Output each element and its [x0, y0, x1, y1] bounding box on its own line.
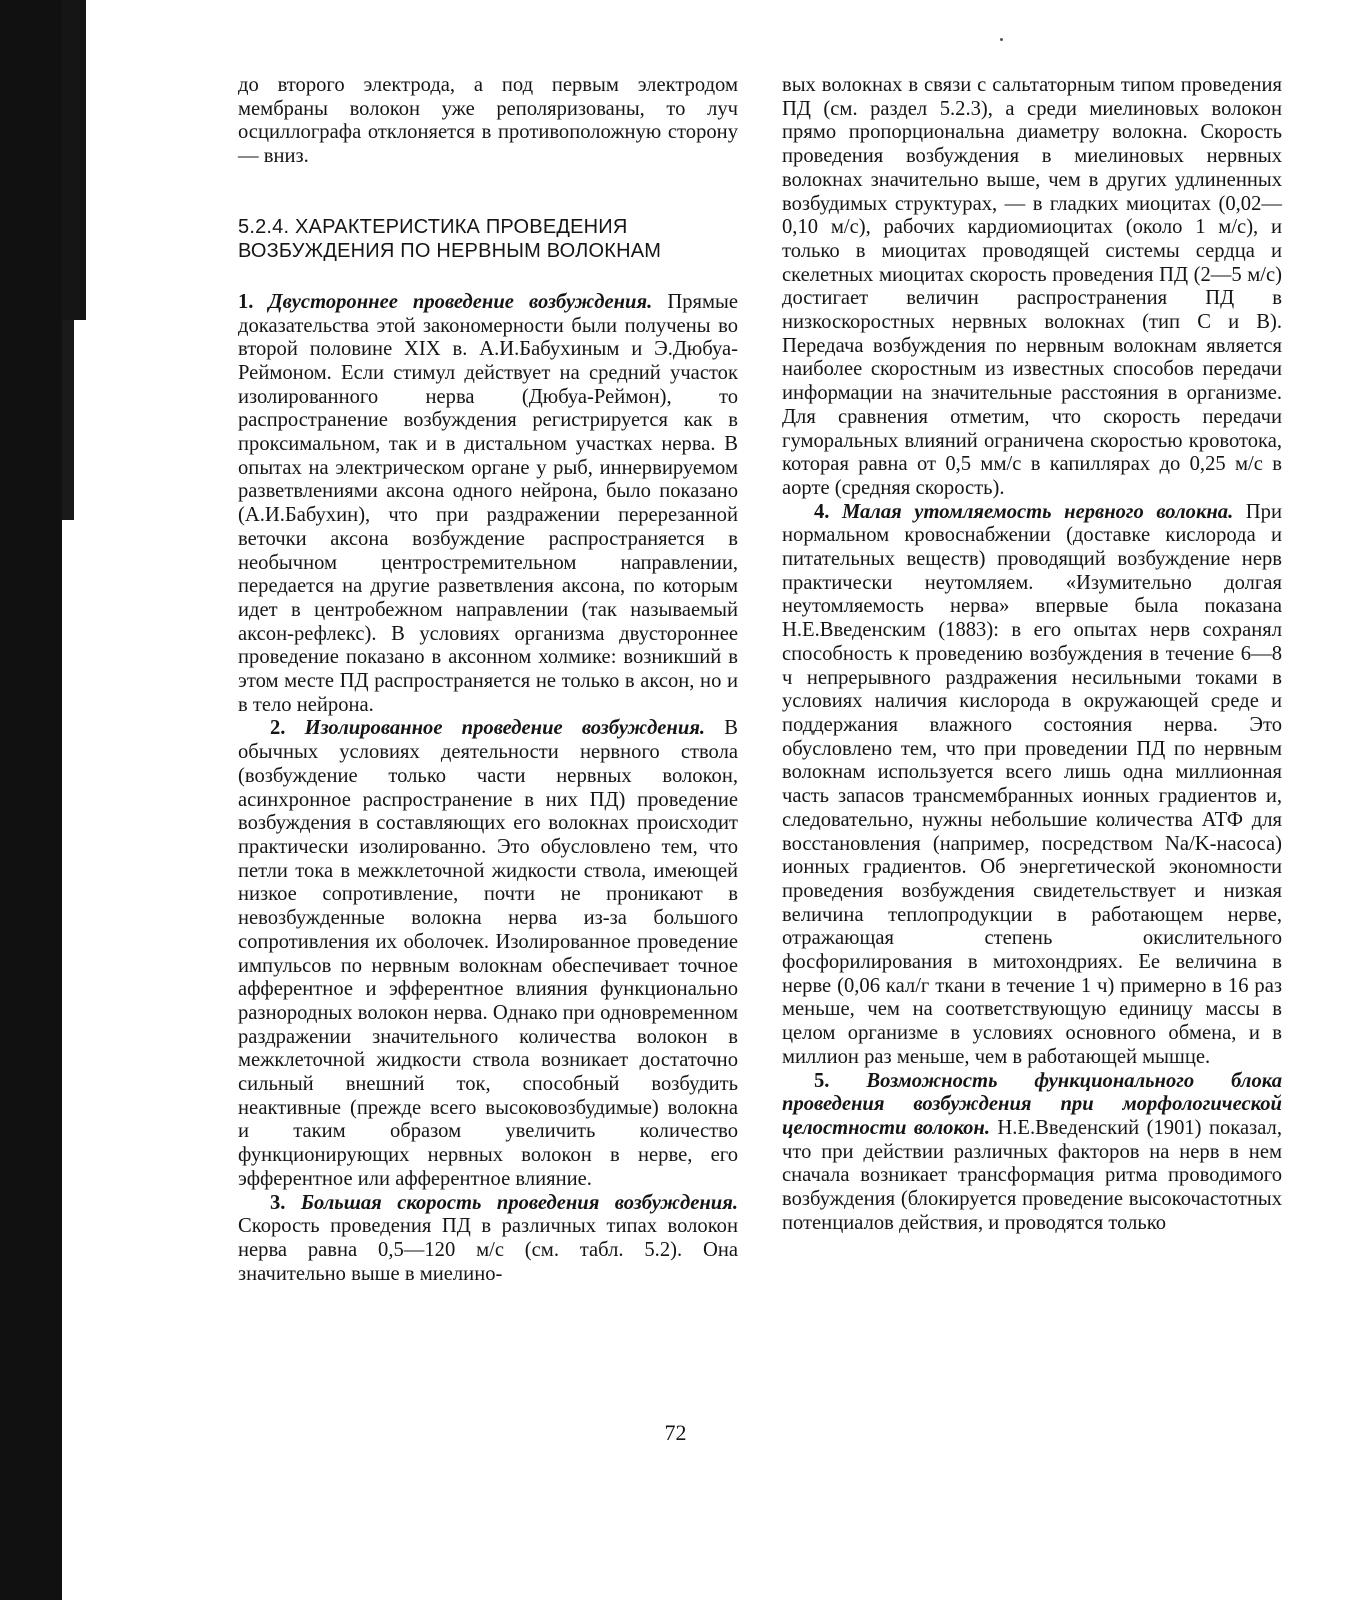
property-4-paragraph — [782, 501, 1282, 1070]
property-number: 3. — [270, 1191, 286, 1214]
property-number: 5. — [814, 1069, 830, 1092]
property-title: Возможность функционального блока проведения возбуждения при морфологической целостности волокон. — [782, 1069, 1282, 1139]
property-1-paragraph — [238, 291, 738, 718]
property-2-paragraph — [238, 717, 738, 1191]
property-body: В обычных условиях деятельности нервного ствола (возбуждение только части нервных волокон, асинхронное распространение в них ПД) проведение возбуждения в составляющих его волокнах происходит практически изолированно. Это обусловлено тем, что петли тока в межклеточной жидкости ствола, имеющей низкое сопротивление, почти не проникают в невозбужденные волокна нерва из-за большого сопротивления их оболочек. Изолированное проведение импульсов по нервным волокнам обеспечивает точное афферентное и эфферентное влияния функционально разнородных волокон нерва. Однако при одновременном раздражении значительного количества волокон в межклеточной жидкости ствола возникает достаточно сильный внешний ток, способный возбудить неактивные (прежде всего высоковозбудимые) волокна и таким образом увеличить количество функционирующих нервных волокон в нерве, его эфферентное или афферентное влияние. — [238, 717, 738, 1190]
property-body: При нормальном кровоснабжении (доставке кислорода и питательных веществ) проводящий возбуждение нерв практически неутомляем. «Изумительно долгая неутомляемость нерва» впервые была показана Н.Е.Введенским (1883): в его опытах нерв сохранял способность к проведению возбуждения в течение 6—8 ч непрерывного раздражения несильными токами в условиях наличия кислорода в окружающей среде и поддержания влажного состояния нерва. Это обусловлено тем, что при проведении ПД по нервным волокнам используется всего лишь одна миллионная часть запасов трансмембранных ионных градиентов и, следовательно, нужны небольшие количества АТФ для восстановления (например, посредством Na/K-насоса) ионных градиентов. Об энергетической экономности проведения возбуждения свидетельствует и низкая величина теплопродукции в работающем нерве, отражающая степень окислительного фосфорилирования в митохондриях. Ее величина в нерве (0,06 кал/г ткани в течение 1 ч) примерно в 16 раз меньше, чем на соответствующую единицу массы в целом организме в условиях основного обмена, и в миллион раз меньше, чем в работающей мышце. — [782, 500, 1282, 1068]
property-3-paragraph — [238, 1192, 738, 1287]
continuation-paragraph: вых волокнах в связи с сальтаторным типом проведения ПД (см. раздел 5.2.3), а среди миелиновых волокон прямо пропорциональна диаметру волокна. Скорость проведения возбуждения в миелиновых нервных волокнах значительно выше, чем в других удлиненных возбудимых структурах, — в гладких миоцитах (0,02—0,10 м/с), рабочих кардиомиоцитах (около 1 м/с), и только в миоцитах проводящей системы сердца и скелетных миоцитах скорость проведения ПД (2—5 м/с) достигает величин распространения ПД в низкоскоростных нервных волокнах (тип C и B). Передача возбуждения по нервным волокнам является наиболее скоростным из известных способов передачи информации на значительные расстояния в организме. Для сравнения отметим, что скорость передачи гуморальных влияний ограничена скоростью кровотока, которая равна от 0,5 мм/с в капиллярах до 0,25 м/с в аорте (средняя скорость). — [782, 74, 1282, 499]
left-column — [238, 74, 738, 1286]
scan-binding-edge-top — [62, 0, 86, 320]
page-number: 72 — [664, 1420, 687, 1445]
scan-binding-edge-mid — [62, 320, 74, 520]
property-title: Малая утомляемость нервного волокна. — [829, 500, 1234, 523]
right-column — [782, 74, 1282, 1235]
section-heading-line: 5.2.4. ХАРАКТЕРИСТИКА ПРОВЕДЕНИЯ — [238, 215, 628, 238]
property-title: Двустороннее проведение возбуждения. — [253, 290, 653, 313]
property-number: 2. — [270, 717, 286, 740]
property-5-paragraph — [782, 1070, 1282, 1236]
property-title: Большая скорость проведения возбуждения. — [285, 1191, 738, 1214]
section-heading — [238, 215, 738, 263]
property-number: 4. — [814, 500, 830, 523]
property-title: Изолированное проведение возбуждения. — [285, 717, 706, 740]
scan-speck — [1000, 38, 1003, 41]
scan-binding-edge — [0, 0, 62, 1600]
section-heading-line: ВОЗБУЖДЕНИЯ ПО НЕРВНЫМ ВОЛОКНАМ — [238, 239, 662, 262]
property-body: Н.Е.Введенский (1901) показал, что при действии различных факторов на нерв в нем сначала возникает трансформация ритма проводимого возбуждения (блокируется проведение высокочастотных потенциалов действия, и проводятся только — [782, 1116, 1282, 1234]
property-body: Скорость проведения ПД в различных типах волокон нерва равна 0,5—120 м/с (см. табл. 5.2). Она значительно выше в миелино- — [238, 1215, 738, 1285]
property-body: Прямые доказательства этой закономерности были получены во второй половине XIX в. А.И.Бабухиным и Э.Дюбуа-Реймоном. Если стимул действует на средний участок изолированного нерва (Дюбуа-Реймон), то распространение возбуждения регистрируется как в проксимальном, так и в дистальном участках нерва. В опытах на электрическом органе у рыб, иннервируемом разветвлениями аксона одного нейрона, было показано (А.И.Бабухин), что при раздражении перерезанной веточки аксона возбуждение распространяется в необычном центростремительном направлении, передается на другие разветвления аксона, по которым идет в центробежном направлении (так называемый аксон-рефлекс). В условиях организма двустороннее проведение показано в аксонном холмике: возникший в этом месте ПД распространяется не только в аксон, но и в тело нейрона. — [238, 290, 738, 716]
continuation-paragraph: до второго электрода, а под первым электродом мембраны волокон уже реполяризованы, то луч осциллографа отклоняется в противоположную сторону — вниз. — [238, 74, 738, 168]
property-number: 1. — [238, 290, 254, 313]
